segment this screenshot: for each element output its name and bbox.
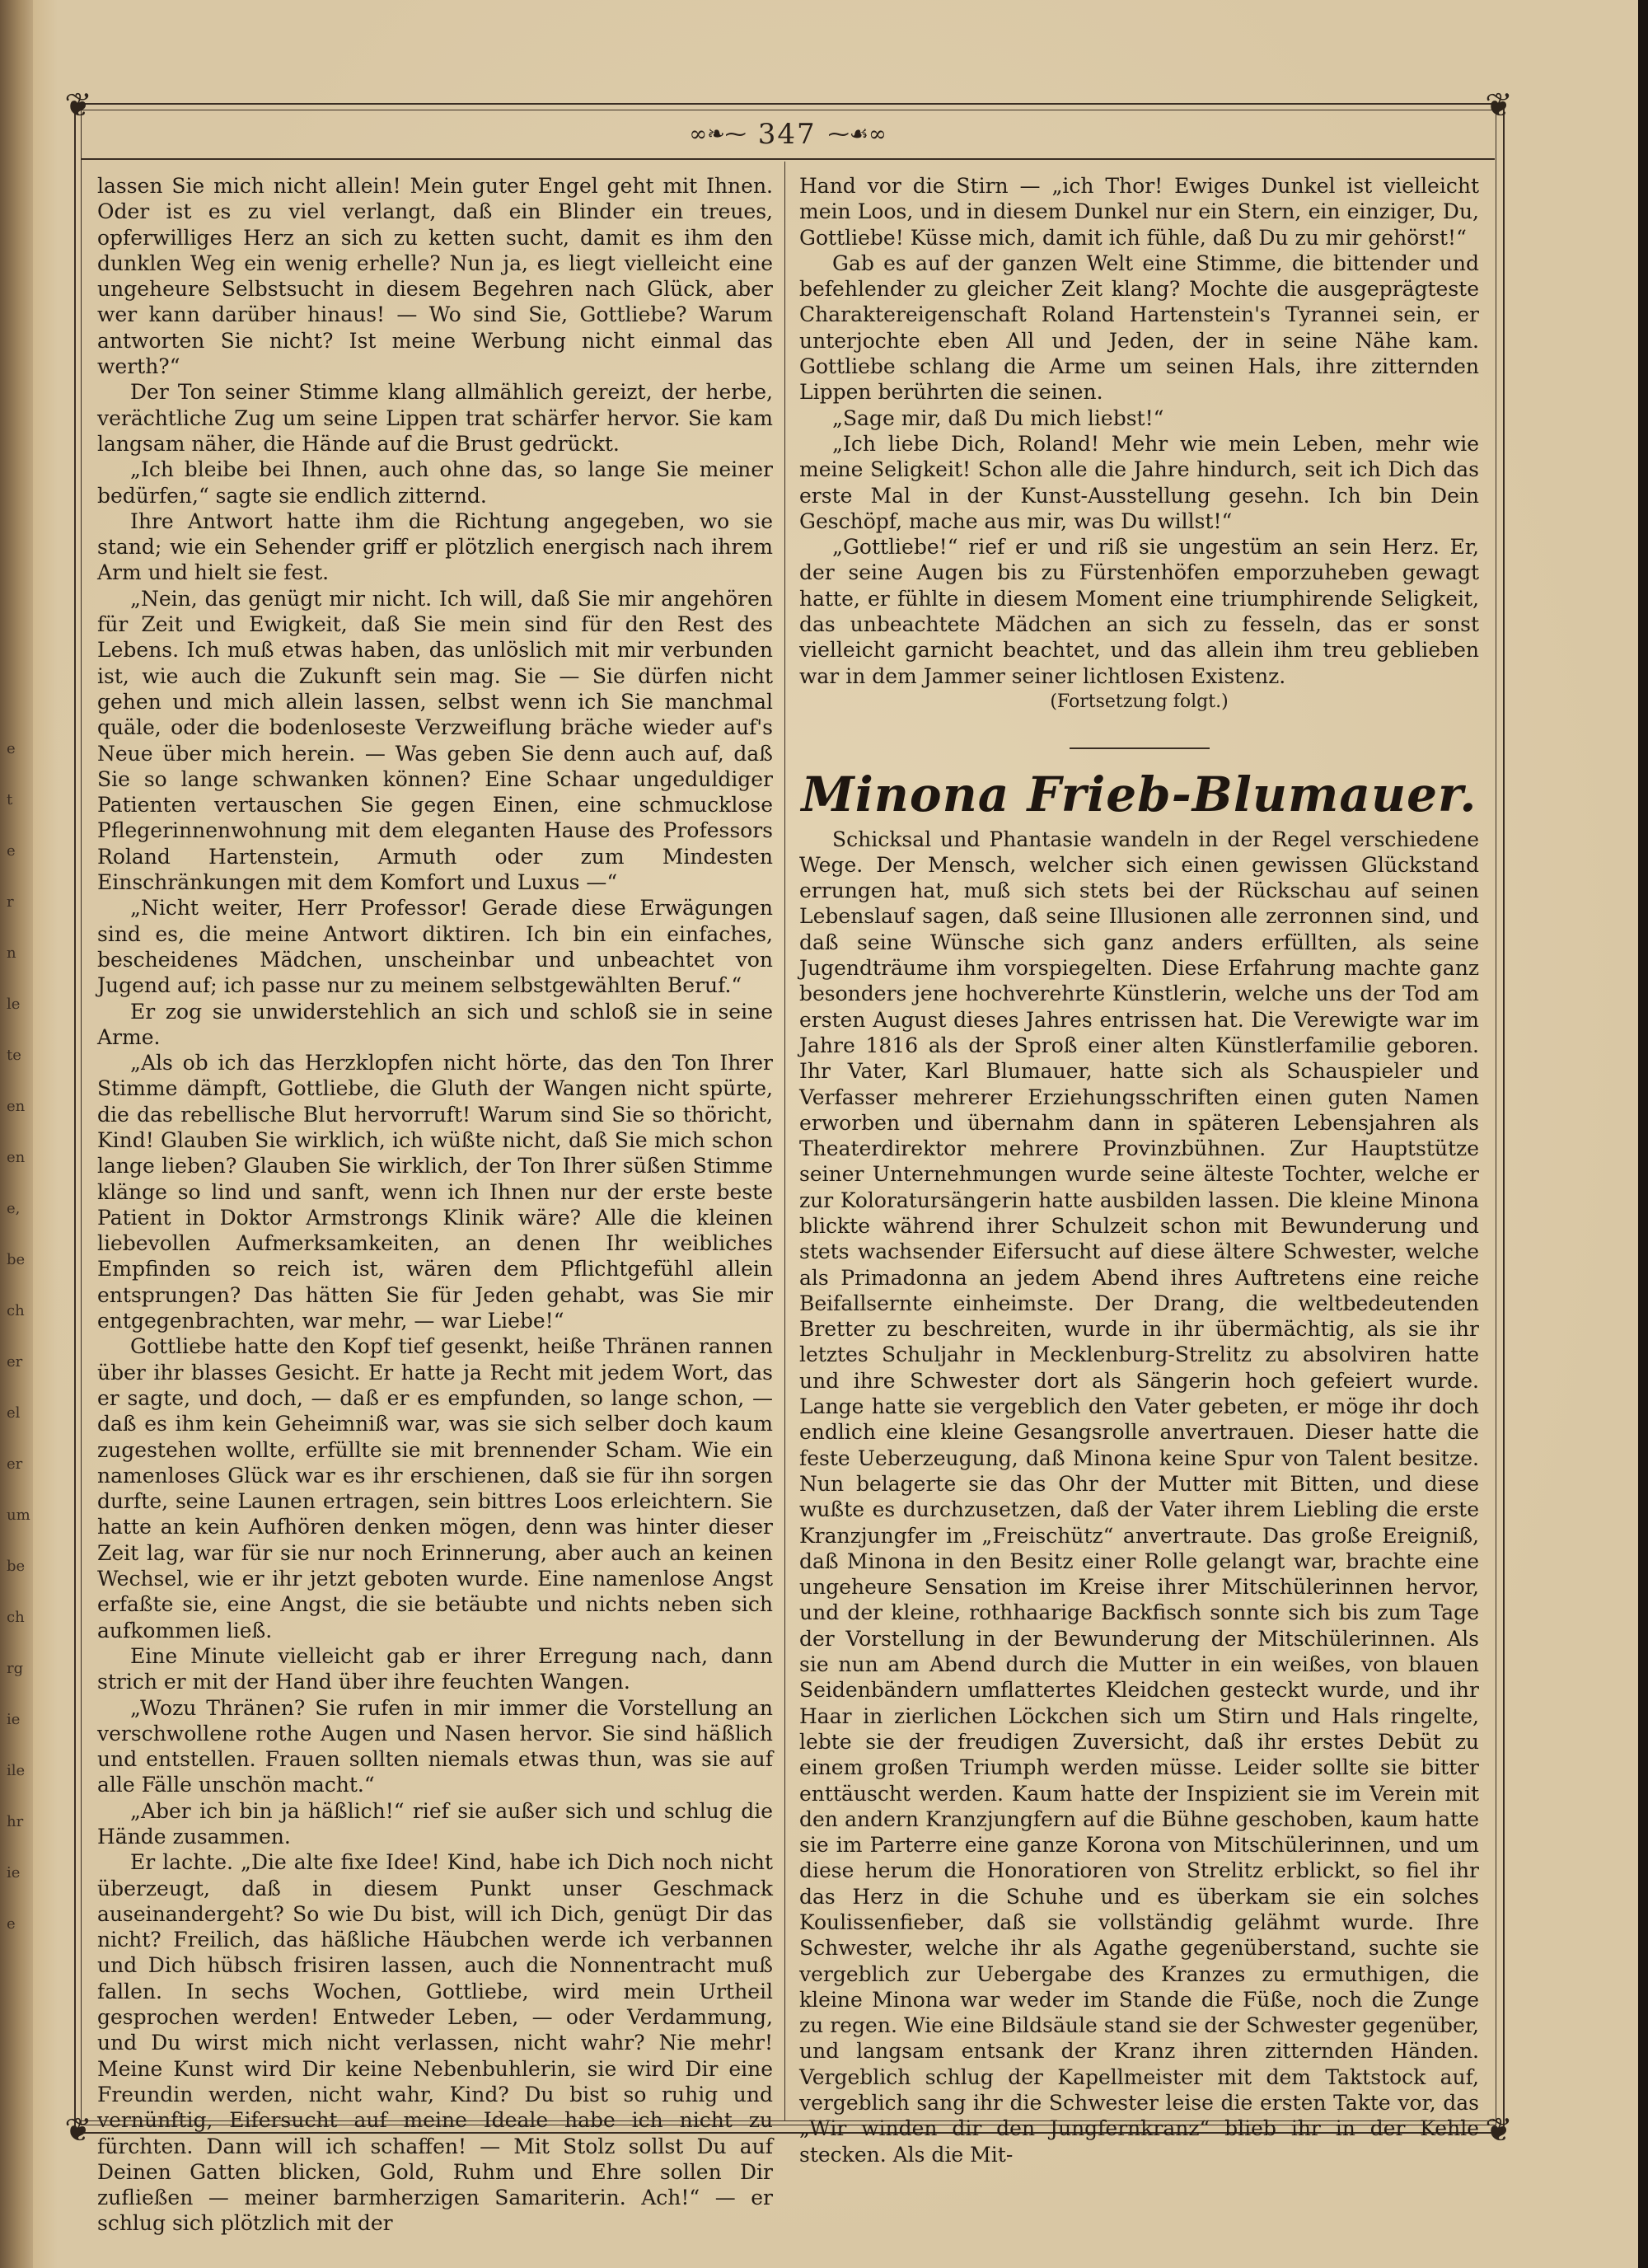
corner-ornament-top-right: ❦ <box>1485 87 1513 124</box>
corner-ornament-bottom-right: ❦ <box>1485 2111 1513 2149</box>
edge-fragment: rg <box>7 1660 24 1677</box>
right-paragraph: Hand vor die Stirn — „ich Thor! Ewiges Dunkel ist vielleicht mein Loos, und in diesem Dunkel nur ein Stern, ein einziger, Du, Gottliebe! Küsse mich, damit ich fühle, daß Du zu mir gehörst!“ <box>799 174 1479 250</box>
edge-fragment: en <box>7 1098 26 1115</box>
left-paragraph: Ihre Antwort hatte ihm die Richtung angegeben, wo sie stand; wie ein Sehender griff er plötzlich energisch nach ihrem Arm und hielt sie fest. <box>97 508 773 585</box>
right-column <box>799 173 1479 2167</box>
left-paragraph: „Nein, das genügt mir nicht. Ich will, daß Sie mir angehören für Zeit und Ewigkeit, daß Sie mein sind für den Rest des Lebens. Ich muß etwas haben, das unlöslich mit mir verbunden ist, wie auch die Zukunft sein mag. Sie — Sie dürfen nicht gehen und mich allein lassen, selbst wenn ich Sie manchmal quäle, oder die bodenloseste Verzweiflung bräche wieder auf's Neue über mich herein. — Was geben Sie denn auch auf, daß Sie so lange schwanken können? Eine Schaar ungeduldiger Patienten vertauschen Sie gegen Einen, eine schmucklose Pflegerinnenwohnung mit dem eleganten Hause des Professors Roland Hartenstein, Armuth oder zum Mindesten Einschränkungen mit dem Komfort und Luxus —“ <box>97 586 773 895</box>
column-divider <box>784 162 785 2120</box>
edge-fragment: n <box>7 944 16 962</box>
edge-fragment: r <box>7 893 14 911</box>
header-rule <box>81 158 1495 160</box>
right-paragraph: „Ich liebe Dich, Roland! Mehr wie mein Leben, mehr wie meine Seligkeit! Schon alle die Jahre hindurch, seit ich Dich das erste Mal in der Kunst-Ausstellung gesehn. Ich bin Dein Geschöpf, mache aus mir, was Du willst!“ <box>799 431 1479 533</box>
edge-fragment: ie <box>7 1864 21 1881</box>
edge-fragment: e <box>7 740 16 757</box>
page-header <box>81 110 1495 159</box>
header-flourish-left: ∞❧⁓ <box>689 122 747 147</box>
left-paragraph: Er lachte. „Die alte fixe Idee! Kind, habe ich Dich noch nicht überzeugt, daß in diesem Punkt unser Geschmack auseinandergeht? So wie Du bist, will ich Dich, genügt Dir das nicht? Freilich, das häßliche Häubchen werde ich verbannen und Dich hübsch frisiren lassen, auch die Nonnentracht muß fallen. In sechs Wochen, Gottliebe, wird mein Urtheil gesprochen werden! Entweder Leben, — oder Verdammung, und Du wirst mich nicht verlassen, nicht wahr? Nie mehr! Meine Kunst wird Dir keine Nebenbuhlerin, sie wird Dir eine Freundin werden, nicht wahr, Kind? Du bist so ruhig und vernünftig, Eifersucht auf meine Ideale habe ich nicht zu fürchten. Dann will ich schaffen! — Mit Stolz sollst Du auf Deinen Gatten blicken, Gold, Ruhm und Ehre sollen Dir zufließen — meiner barmherzigen Samariterin. Ach!“ — er schlug sich plötzlich mit der <box>97 1850 773 2236</box>
edge-fragment: er <box>7 1353 23 1371</box>
edge-fragment: be <box>7 1558 26 1575</box>
left-paragraph: Eine Minute vielleicht gab er ihrer Erregung nach, dann strich er mit der Hand über ihre feuchten Wangen. <box>97 1643 773 1694</box>
edge-fragment: t <box>7 791 13 808</box>
corner-ornament-bottom-left: ❦ <box>64 2111 92 2149</box>
left-paragraph: Er zog sie unwiderstehlich an sich und schloß sie in seine Arme. <box>97 999 773 1049</box>
edge-fragment: e, <box>7 1200 21 1217</box>
edge-fragment: e <box>7 842 16 860</box>
header-flourish-right: ⁓☙∞ <box>827 122 887 147</box>
left-paragraph: „Nicht weiter, Herr Professor! Gerade diese Erwägungen sind es, die meine Antwort diktiren. Ich bin ein einfaches, bescheidenes Mädchen, unscheinbar und unbeachtet von Jugend auf; ich passe nur zu meinem selbstgewählten Beruf.“ <box>97 896 773 998</box>
edge-fragment: er <box>7 1455 23 1473</box>
right-paragraph: Gab es auf der ganzen Welt eine Stimme, die bittender und befehlender zu gleicher Zeit klang? Mochte die ausgeprägteste Charaktereigenschaft Roland Hartenstein's Tyrannei sein, er unterjochte eben All und Jeden, der in seine Nähe kam. Gottliebe schlang die Arme um seinen Hals, ihre zitternden Lippen berührten die seinen. <box>799 251 1479 405</box>
page-number: 347 <box>757 118 817 151</box>
edge-fragment: ch <box>7 1302 25 1319</box>
right-paragraph: „Sage mir, daß Du mich liebst!“ <box>832 405 1164 430</box>
continuation-note: (Fortsetzung folgt.) <box>1050 691 1229 712</box>
article-paragraph: Schicksal und Phantasie wandeln in der Regel verschiedene Wege. Der Mensch, welcher sich einen gewissen Glückstand errungen hat, muß sich stets bei der Rückschau auf seinen Lebenslauf sagen, daß seine Illusionen alle zerronnen sind, und daß seine Wünsche sich ganz anders erfüllten, als seine Jugendträume ihm vorspiegelten. Diese Erfahrung machte ganz besonders jene hochverehrte Künstlerin, welche uns der Tod am ersten August dieses Jahres entrissen hat. Die Verewigte war im Jahre 1816 als der Sproß einer alten Künstlerfamilie geboren. Ihr Vater, Karl Blumauer, hatte sich als Schauspieler und Verfasser mehrerer Erziehungsschriften einen guten Namen erworben und übernahm dann in späteren Lebensjahren als Theaterdirektor mehrere Provinzbühnen. Zur Hauptstütze seiner Unternehmungen wurde seine älteste Tochter, welche er zur Koloratursängerin hatte ausbilden lassen. Die kleine Minona blickte während ihrer Schulzeit schon mit Bewunderung und stets wachsender Eifersucht auf diese ältere Schwester, welche als Primadonna an jedem Abend ihres Auftretens eine reiche Beifallsernte einheimste. Der Drang, die weltbedeutenden Bretter zu beschreiten, wurde in ihr übermächtig, als sie ihr letztes Schuljahr in Mecklenburg-Strelitz zu absolviren hatte und ihre Schwester dort als Sängerin hoch gefeiert wurde. Lange hatte sie vergeblich den Vater gebeten, er möge ihr doch endlich eine kleine Gesangsrolle anvertrauen. Dieser hatte die feste Ueberzeugung, daß Minona keine Spur von Talent besitze. Nun belagerte sie das Ohr der Mutter mit Bitten, und diese wußte es durchzusetzen, daß der Vater ihrem Liebling die erste Kranzjungfer im „Freischütz“ anvertraute. Das große Ereigniß, daß Minona in den Besitz einer Rolle gelangt war, brachte eine ungeheure Sensation im Kreise ihrer Mitschülerinnen hervor, und der kleine, rothhaarige Backfisch sonnte sich bis zum Tage der Vorstellung in der Bewunderung der Mitschülerinnen. Als sie nun am Abend durch die Mutter in ein weißes, von blauen Seidenbändern umflattertes Kleidchen gesteckt wurde, und ihr Haar in zierlichen Löckchen sich um Stirn und Hals ringelte, lebte sie der freudigen Zuversicht, daß ihr erstes Debüt zu einem großen Triumph werden müsse. Leider sollte sie bitter enttäuscht werden. Kaum hatte der Inspizient sie im Verein mit den andern Kranzjungfern auf die Bühne geschoben, kaum hatte sie im Parterre eine ganze Korona von Mitschülerinnen, und um diese herum die Honoratioren von Strelitz erblickt, so fiel ihr das Herz in die Schuhe und es überkam sie ein solches Koulissenfieber, daß sie vollständig gelähmt wurde. Ihre Schwester, welche ihr als Agathe gegenüberstand, suchte sie vergeblich zur Uebergabe des Kranzes zu ermuthigen, die kleine Minona war weder im Stande die Füße, noch die Zunge zu regen. Wie eine Bildsäule stand sie der Schwester gegenüber, und langsam entsank der Kranz ihren zitternden Händen. Vergeblich schlug der Kapellmeister mit dem Taktstock auf, vergeblich sang ihr die Schwester leise die ersten Takte vor, das „Wir winden dir den Jungfernkranz“ blieb ihr in der Kehle stecken. Als die Mit- <box>799 827 1479 2167</box>
edge-fragment: te <box>7 1047 21 1064</box>
edge-fragment: hr <box>7 1813 24 1830</box>
edge-fragment: en <box>7 1149 26 1166</box>
edge-fragment: um <box>7 1507 30 1524</box>
left-paragraph: „Wozu Thränen? Sie rufen in mir immer die Vorstellung an verschwollene rothe Augen und Nasen hervor. Sie sind häßlich und entstellen. Frauen sollten niemals etwas thun, was sie auf alle Fälle unschön macht.“ <box>97 1695 773 1797</box>
left-paragraph: lassen Sie mich nicht allein! Mein guter Engel geht mit Ihnen. Oder ist es zu viel verlangt, daß ein Blinder ein treues, opferwilliges Herz an sich zu ketten sucht, damit es ihm den dunklen Weg ein wenig erhelle? Nun ja, es liegt vielleicht eine ungeheure Selbstsucht in diesem Begehren nach Glück, aber wer kann darüber hinaus! — Wo sind Sie, Gottliebe? Warum antworten Sie nicht? Ist meine Werbung nicht einmal das werth?“ <box>97 174 773 379</box>
bottom-rule <box>81 2120 1495 2121</box>
edge-fragment: ie <box>7 1711 21 1728</box>
left-paragraph: Der Ton seiner Stimme klang allmählich gereizt, der herbe, verächtliche Zug um seine Lippen trat schärfer hervor. Sie kam langsam näher, die Hände auf die Brust gedrückt. <box>97 380 773 456</box>
edge-fragment: ile <box>7 1762 26 1779</box>
edge-fragment: be <box>7 1251 26 1268</box>
section-rule <box>1070 747 1210 749</box>
left-paragraph: „Ich bleibe bei Ihnen, auch ohne das, so lange Sie meiner bedürfen,“ sagte sie endlich zitternd. <box>97 457 773 508</box>
edge-fragment: le <box>7 996 21 1013</box>
right-paragraph: „Gottliebe!“ rief er und riß sie ungestüm an sein Herz. Er, der seine Augen bis zu Fürstenhöfen emporzuheben gewagt hatte, er fühlte in diesem Moment eine triumphirende Seligkeit, das unbeachtete Mädchen an sich zu fesseln, das er sonst vielleicht garnicht beachtet, und das allein ihm treu geblieben war in dem Jammer seiner lichtlosen Existenz. <box>799 535 1479 688</box>
edge-fragment: ch <box>7 1609 25 1626</box>
left-paragraph: „Aber ich bin ja häßlich!“ rief sie außer sich und schlug die Hände zusammen. <box>97 1798 773 1849</box>
edge-fragment: el <box>7 1404 21 1422</box>
left-paragraph: Gottliebe hatte den Kopf tief gesenkt, heiße Thränen rannen über ihr blasses Gesicht. Er hatte ja Recht mit jedem Wort, das er sagte, und doch, — daß er es empfunden, so lange schon, — daß es ihm kein Geheimniß war, was sie sich selber doch kaum zugestehen wollte, erfüllte sie mit brennender Scham. Wie ein namenloses Glück war es ihr erschienen, daß sie für ihn sorgen durfte, seine Launen ertragen, sein bittres Loos erleichtern. Sie hatte an kein Aufhören denken mögen, denn was hinter dieser Zeit lag, war für sie nur noch Erinnerung, aber auch an keinen Wechsel, wie er ihr jetzt geboten wurde. Eine namenlose Angst erfaßte sie, eine Angst, die sie betäubte und nichts neben sich aufkommen ließ. <box>97 1334 773 1642</box>
left-paragraph: „Als ob ich das Herzklopfen nicht hörte, das den Ton Ihrer Stimme dämpft, Gottliebe, die Gluth der Wangen nicht spürte, die das rebellische Blut hervorruft! Warum sind Sie so thöricht, Kind! Glauben Sie wirklich, ich wüßte nicht, daß Sie mich schon lange lieben? Glauben Sie wirklich, der Ton Ihrer süßen Stimme klänge so lind und sanft, wenn ich Ihnen nur der erste beste Patient in Doktor Armstrongs Klinik wäre? Alle die kleinen liebevollen Aufmerksamkeiten, an denen Ihr weibliches Empfinden so reich ist, wären dem Pflichtgefühl allein entsprungen? Das hätten Sie für Jeden gehabt, was Sie mir entgegenbrachten, war mehr, — war Liebe!“ <box>97 1051 773 1333</box>
corner-ornament-top-left: ❦ <box>64 87 92 124</box>
left-column <box>97 173 773 2237</box>
edge-fragment: e <box>7 1915 16 1933</box>
article-title: Minona Frieb-Blumauer. <box>801 766 1477 823</box>
